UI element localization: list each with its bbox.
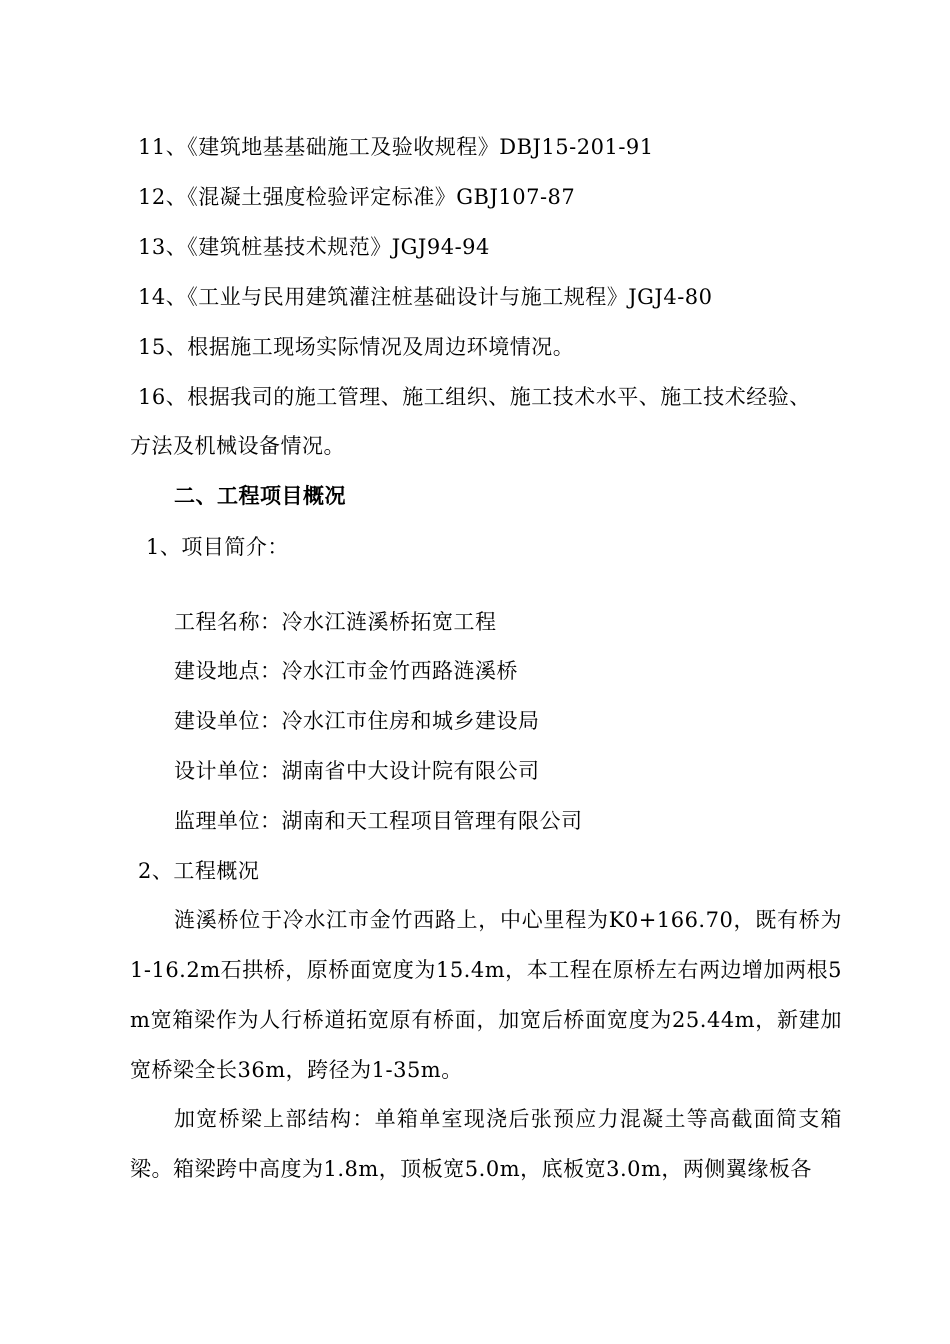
reference-number: 15、 xyxy=(138,335,188,359)
reference-text: 《建筑地基基础施工及验收规程》DBJ15-201-91 xyxy=(187,135,654,159)
reference-number: 12、 xyxy=(138,185,188,209)
reference-text: 根据我司的施工管理、施工组织、施工技术水平、施工技术经验、 xyxy=(187,385,811,409)
project-info-owner xyxy=(174,708,540,734)
field-value: 冷水江涟溪桥拓宽工程 xyxy=(281,610,497,634)
reference-text: 根据施工现场实际情况及周边环境情况。 xyxy=(187,335,575,359)
field-value: 冷水江市住房和城乡建设局 xyxy=(281,709,540,733)
subsection-heading-project-intro: 1、项目简介： xyxy=(146,535,289,559)
field-label: 工程名称： xyxy=(174,610,282,634)
field-value: 冷水江市金竹西路涟溪桥 xyxy=(281,659,518,683)
reference-item-16 xyxy=(138,384,811,410)
reference-number: 16、 xyxy=(138,385,188,409)
project-info-supervisor xyxy=(174,808,583,834)
reference-number: 14、 xyxy=(138,285,188,309)
reference-text: 《建筑桩基技术规范》JGJ94-94 xyxy=(187,235,490,259)
reference-item-13 xyxy=(138,234,490,260)
project-info-designer xyxy=(174,758,540,784)
reference-number: 13、 xyxy=(138,235,188,259)
reference-item-12 xyxy=(138,184,575,210)
reference-text: 《工业与民用建筑灌注桩基础设计与施工规程》JGJ4-80 xyxy=(187,285,713,309)
reference-text: 《混凝土强度检验评定标准》GBJ107-87 xyxy=(187,185,576,209)
field-value: 湖南和天工程项目管理有限公司 xyxy=(281,809,583,833)
field-label: 设计单位： xyxy=(174,759,282,783)
field-label: 监理单位： xyxy=(174,809,282,833)
reference-item-16-continuation: 方法及机械设备情况。 xyxy=(130,434,345,458)
field-label: 建设单位： xyxy=(174,709,282,733)
field-value: 湖南省中大设计院有限公司 xyxy=(281,759,540,783)
overview-paragraph: 涟溪桥位于冷水江市金竹西路上，中心里程为K0+166.70，既有桥为1-16.2m石拱桥，原桥面宽度为15.4m，本工程在原桥左右两边增加两根5m宽箱梁作为人行桥道拓宽原有桥面，加宽后桥面宽度为25.44m，新建加宽桥梁全长36m，跨径为1-35m。 xyxy=(130,908,842,1082)
reference-item-15 xyxy=(138,334,574,360)
structure-paragraph: 加宽桥梁上部结构：单箱单室现浇后张预应力混凝土等高截面简支箱梁。箱梁跨中高度为1.8m，顶板宽5.0m，底板宽3.0m，两侧翼缘板各 xyxy=(130,1107,842,1181)
project-info-name xyxy=(174,609,497,635)
section-heading: 二、工程项目概况 xyxy=(174,483,346,508)
field-label: 建设地点： xyxy=(174,659,282,683)
project-info-location xyxy=(174,658,518,684)
reference-item-11 xyxy=(138,134,654,160)
reference-item-14 xyxy=(138,284,713,310)
subsection-heading-overview: 2、工程概况 xyxy=(138,859,260,883)
reference-number: 11、 xyxy=(138,135,188,159)
